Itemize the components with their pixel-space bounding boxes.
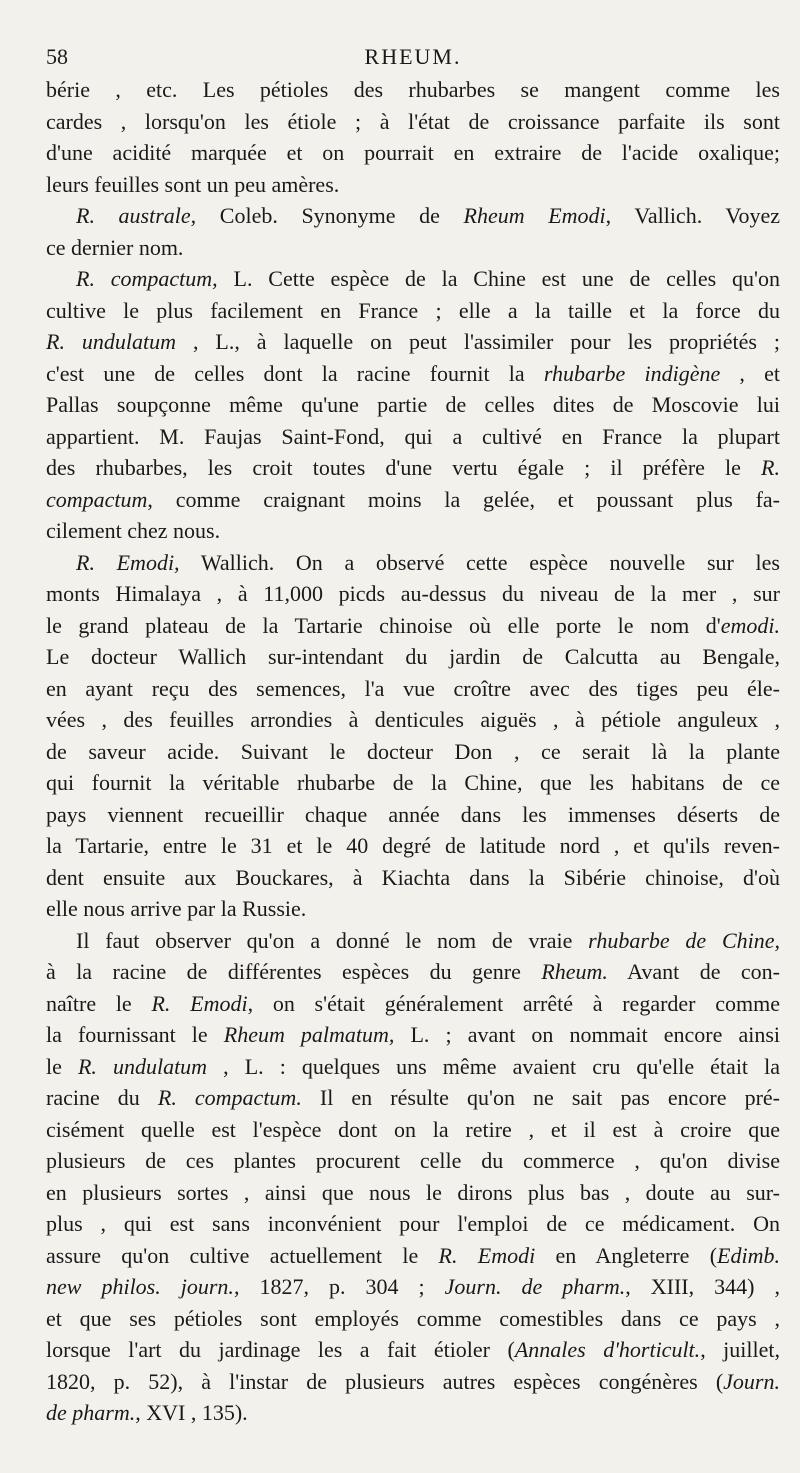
text-span: L. ; avant on nommait encore ainsi (394, 1022, 780, 1047)
text-span: le (46, 1053, 78, 1079)
text-line: elle nous arrive par la Russie. (46, 896, 307, 921)
text-line: cardes , lorsqu'on les étiole ; à l'état de croissance parfaite ils sont (46, 108, 780, 134)
text-line (46, 1051, 780, 1083)
text-span: , comme craignant moins la gelée, et poussant plus fa- (147, 486, 780, 512)
text-span: Il faut observer qu'on a donné le nom de vraie (76, 927, 589, 953)
text-line: ce dernier nom. (46, 234, 184, 260)
italic-text: R. undulatum (77, 1053, 208, 1079)
text-span: , on s'était généralement arrêté à regarder comme (247, 990, 780, 1016)
text-span: c'est une de celles dont la racine fournit la (46, 360, 544, 386)
text-span: la fournissant le (46, 1022, 224, 1047)
text-line: dent ensuite aux Bouckares, à Kiachta dans la Sibérie chinoise, d'où (46, 864, 780, 890)
text-span: lorsque l'art du jardinage les a fait étioler ( (46, 1337, 515, 1362)
italic-text: new philos. journ. (46, 1274, 234, 1299)
text-span: assure qu'on cultive actuellement le (46, 1242, 439, 1268)
text-line (46, 1271, 780, 1303)
text-line (46, 263, 780, 295)
text-line: leurs feuilles sont un peu amères. (46, 171, 340, 197)
italic-text: compactum (46, 486, 148, 512)
italic-text: de pharm. (46, 1400, 136, 1425)
italic-text: R. australe, (76, 203, 197, 228)
text-line: en ayant reçu des semences, l'a vue croître avec des tiges peu éle- (46, 675, 780, 701)
text-line: plus , qui est sans inconvénient pour l'emploi de ce médicament. On (46, 1211, 780, 1236)
text-span: , L., à laquelle on peut l'assimiler pour les propriétés ; (176, 329, 780, 354)
italic-text: rhubarbe indigène (543, 360, 721, 386)
text-line (46, 956, 780, 988)
text-line: monts Himalaya , à 11,000 picds au-dessus du niveau de la mer , sur (46, 581, 780, 606)
text-line (46, 358, 780, 390)
text-line (46, 1240, 780, 1272)
italic-text: Rheum Emodi (463, 203, 606, 228)
text-line: cisément quelle est l'espèce dont on la retire , et il est à croire que (46, 1116, 780, 1142)
text-line: cilement chez nous. (46, 518, 221, 543)
italic-text: emodi. (720, 612, 780, 638)
running-title: RHEUM. (364, 44, 462, 69)
italic-text: Edimb. (717, 1242, 780, 1268)
italic-text: Journ. de pharm. (444, 1274, 626, 1299)
text-line (46, 1397, 780, 1429)
text-span: Avant de con- (607, 959, 780, 984)
text-span: , Vallich. Voyez (605, 203, 780, 228)
text-line (46, 1334, 780, 1366)
italic-text: Rheum palmatum, (223, 1022, 395, 1047)
text-line: d'une acidité marquée et on pourrait en extraire de l'acide oxalique; (46, 140, 780, 165)
text-span: naître le (46, 990, 152, 1016)
text-span: en Angleterre ( (535, 1242, 718, 1268)
italic-text: rhubarbe de Chine, (588, 927, 780, 953)
italic-text: Rheum. (541, 959, 608, 984)
text-span: le grand plateau de la Tartarie chinoise où elle porte le nom d' (46, 612, 721, 638)
text-line (46, 1019, 780, 1051)
italic-text: R. compactum. (157, 1085, 302, 1110)
body-text (46, 74, 780, 1429)
text-span: des rhubarbes, les croit toutes d'une vertu égale ; il préfère le (46, 455, 762, 480)
italic-text: Journ. (723, 1368, 780, 1394)
text-line (46, 547, 780, 579)
text-line (46, 988, 780, 1020)
text-line (46, 925, 780, 957)
text-line: la Tartarie, entre le 31 et le 40 degré de latitude nord , et qu'ils reven- (46, 833, 780, 858)
italic-text: R. (761, 455, 780, 480)
italic-text: R. compactum, (76, 266, 218, 291)
text-span: , XIII, 344) , (625, 1274, 780, 1299)
text-span: , et (720, 360, 780, 386)
text-line: de saveur acide. Suivant le docteur Don , ce serait là la plante (46, 738, 780, 764)
text-line: cultive le plus facilement en France ; elle a la taille et la force du (46, 297, 780, 323)
text-span: à la racine de différentes espèces du genre (46, 959, 542, 984)
text-line: qui fournit la véritable rhubarbe de la Chine, que les habitans de ce (46, 770, 780, 795)
page-number: 58 (46, 44, 68, 69)
text-line: appartient. M. Faujas Saint-Fond, qui a cultivé en France la plupart (46, 423, 780, 449)
text-line: et que ses pétioles sont employés comme comestibles dans ce pays , (46, 1305, 780, 1331)
text-span: Coleb. Synonyme de (196, 203, 464, 228)
italic-text: R. Emodi (151, 990, 248, 1016)
text-span: , XVI , 135). (135, 1400, 248, 1425)
page-header (46, 40, 780, 74)
text-line (46, 484, 780, 516)
italic-text: Annales d'horticult. (514, 1337, 701, 1362)
italic-text: R. Emodi, (76, 549, 180, 575)
text-span: Wallich. On a observé cette espèce nouvelle sur les (179, 549, 780, 575)
text-line: plusieurs de ces plantes procurent celle du commerce , qu'on divise (46, 1148, 780, 1173)
text-span: , L. : quelques uns même avaient cru qu'elle était la (207, 1053, 780, 1079)
text-span: , juillet, (700, 1337, 780, 1362)
text-line: en plusieurs sortes , ainsi que nous le dirons plus bas , doute au sur- (46, 1179, 780, 1205)
text-span: , 1827, p. 304 ; (233, 1274, 445, 1299)
text-line (46, 200, 780, 232)
text-line: Pallas soupçonne même qu'une partie de celles dites de Moscovie lui (46, 392, 780, 417)
text-line (46, 1082, 780, 1114)
text-line (46, 1366, 780, 1398)
text-span: Il en résulte qu'on ne sait pas encore pré- (301, 1085, 780, 1110)
text-line: Le docteur Wallich sur-intendant du jardin de Calcutta au Bengale, (46, 644, 780, 669)
text-line: bérie , etc. Les pétioles des rhubarbes se mangent comme les (46, 77, 780, 102)
text-line (46, 452, 780, 484)
text-span: 1820, p. 52), à l'instar de plusieurs autres espèces congénères ( (46, 1368, 724, 1394)
text-line: pays viennent recueillir chaque année dans les immenses déserts de (46, 801, 780, 827)
italic-text: R. undulatum (46, 329, 176, 354)
text-span: L. Cette espèce de la Chine est une de celles qu'on (217, 266, 780, 291)
text-span: racine du (46, 1085, 158, 1110)
italic-text: R. Emodi (438, 1242, 536, 1268)
text-line (46, 610, 780, 642)
text-line: vées , des feuilles arrondies à denticules aiguës , à pétiole anguleux , (46, 707, 780, 732)
text-line (46, 326, 780, 358)
